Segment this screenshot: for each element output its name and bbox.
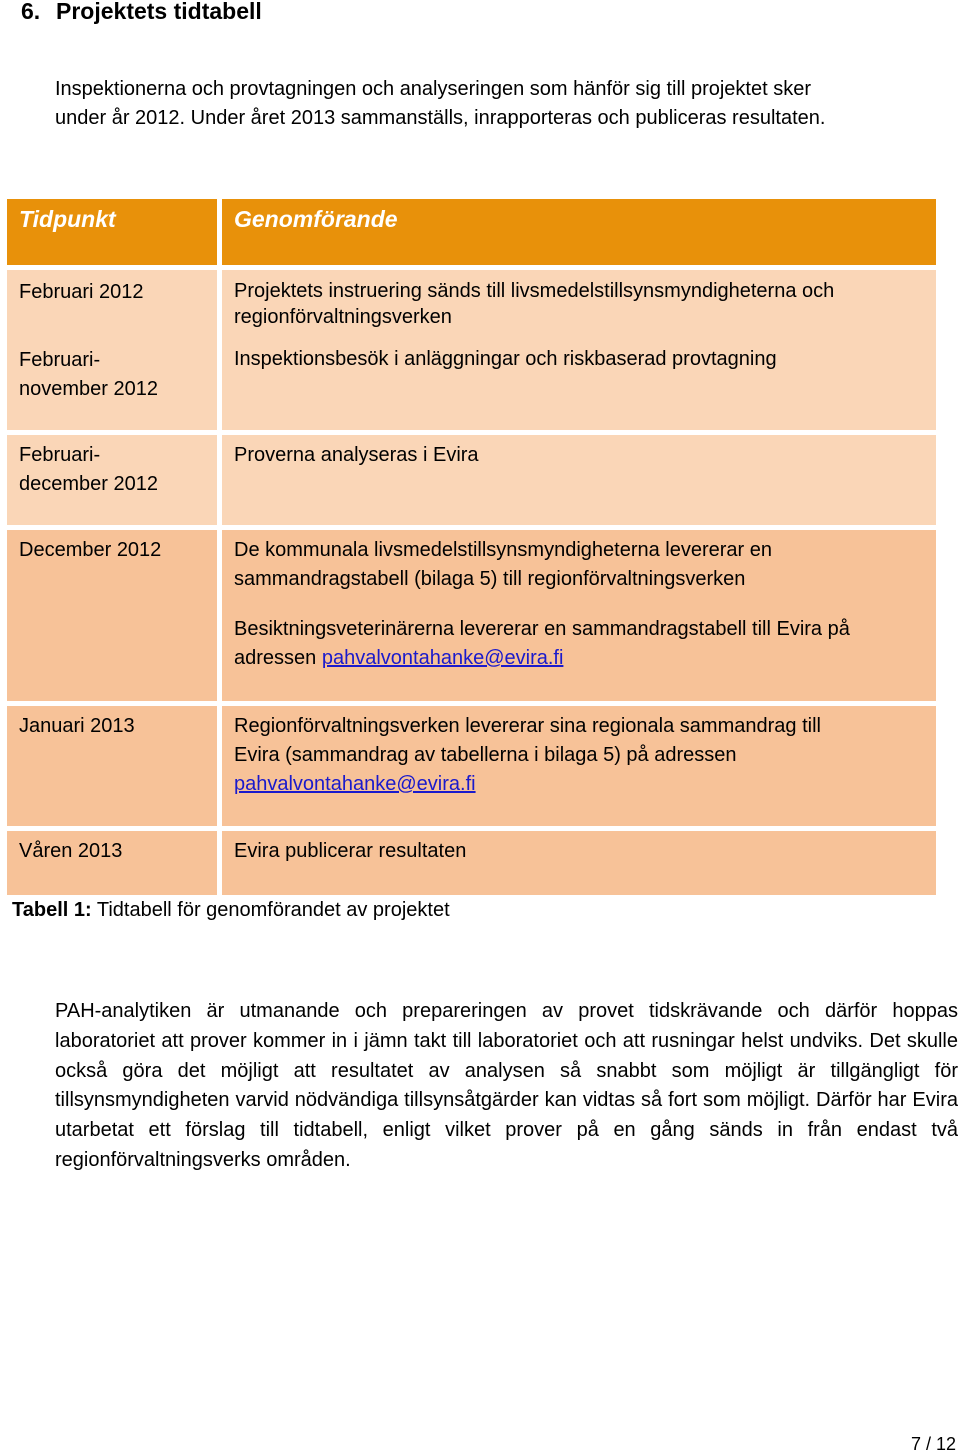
time-label: Februari-	[19, 444, 101, 466]
table-cell-time	[7, 706, 217, 826]
section-number: 6.	[21, 0, 41, 24]
activity-line: Regionförvaltningsverken levererar sina regionala sammandrag till	[234, 715, 821, 737]
time-label: Januari 2013	[19, 715, 135, 737]
table-cell-time	[7, 435, 217, 525]
table-cell-activity	[222, 706, 936, 826]
activity-line: Projektets instruering sänds till livsmedelstillsynsmyndigheterna och	[234, 280, 835, 302]
table-cell-activity	[222, 270, 936, 430]
caption-text: Tidtabell för genomförandet av projektet	[91, 899, 450, 921]
activity-line: De kommunala livsmedelstillsynsmyndigheterna levererar en	[234, 539, 773, 561]
time-label: december 2012	[19, 473, 158, 495]
activity-line	[234, 644, 924, 673]
table-header-genomforande	[222, 199, 936, 265]
time-label: november 2012	[19, 378, 158, 400]
intro-paragraph	[55, 75, 935, 133]
address-prefix: adressen	[234, 647, 322, 669]
activity-line: Evira (sammandrag av tabellerna i bilaga 5) på adressen	[234, 744, 737, 766]
table-cell-time	[7, 530, 217, 701]
table-cell-time	[7, 270, 217, 430]
table-cell-activity	[222, 530, 936, 701]
section-title: Projektets tidtabell	[56, 0, 262, 24]
header-label: Genomförande	[234, 206, 398, 232]
email-link[interactable]: pahvalvontahanke@evira.fi	[234, 773, 476, 795]
page-number: 7 / 12	[910, 1434, 956, 1454]
time-label: Februari-	[19, 349, 101, 371]
activity-line	[234, 770, 924, 799]
table-caption	[12, 896, 450, 925]
activity-line: Besiktningsveterinärerna levererar en sammandragstabell till Evira på	[234, 618, 850, 640]
activity-line: regionförvaltningsverken	[234, 306, 452, 328]
body-paragraph: PAH-analytiken är utmanande och prepareringen av provet tidskrävande och därför hoppas laboratoriet att prover kommer in i jämn takt till laboratoriet och att rusningar helst undviks. Det skulle också göra det möjligt att resultatet av analysen så snabbt som möjligt är tillgängligt för tillsynsmyndigheten varvid nödvändiga tillsynsåtgärder kan vidtas så fort som möjligt. Därför har Evira utarbetat ett förslag till tidtabell, enligt vilket prover på en gång sänds in från endast två regionförvaltningsverks områden.	[55, 1000, 958, 1171]
time-label: Februari 2012	[19, 281, 144, 303]
table-cell-activity	[222, 831, 936, 895]
activity-line: Evira publicerar resultaten	[234, 840, 467, 862]
table-header-tidpunkt	[7, 199, 217, 265]
table-cell-time	[7, 831, 217, 895]
activity-line: Proverna analyseras i Evira	[234, 444, 479, 466]
activity-line: Inspektionsbesök i anläggningar och riskbaserad provtagning	[234, 348, 777, 370]
section-heading	[21, 0, 262, 26]
caption-label: Tabell 1:	[12, 899, 92, 921]
activity-line: sammandragstabell (bilaga 5) till regionförvaltningsverken	[234, 568, 746, 590]
table-cell-activity	[222, 435, 936, 525]
header-label: Tidpunkt	[19, 206, 116, 232]
intro-line: under år 2012. Under året 2013 sammanställs, inrapporteras och publiceras resultaten.	[55, 107, 826, 129]
intro-line: Inspektionerna och provtagningen och analyseringen som hänför sig till projektet sker	[55, 78, 811, 100]
email-link[interactable]: pahvalvontahanke@evira.fi	[321, 647, 564, 669]
time-label: December 2012	[19, 539, 162, 561]
time-label: Våren 2013	[19, 840, 123, 862]
